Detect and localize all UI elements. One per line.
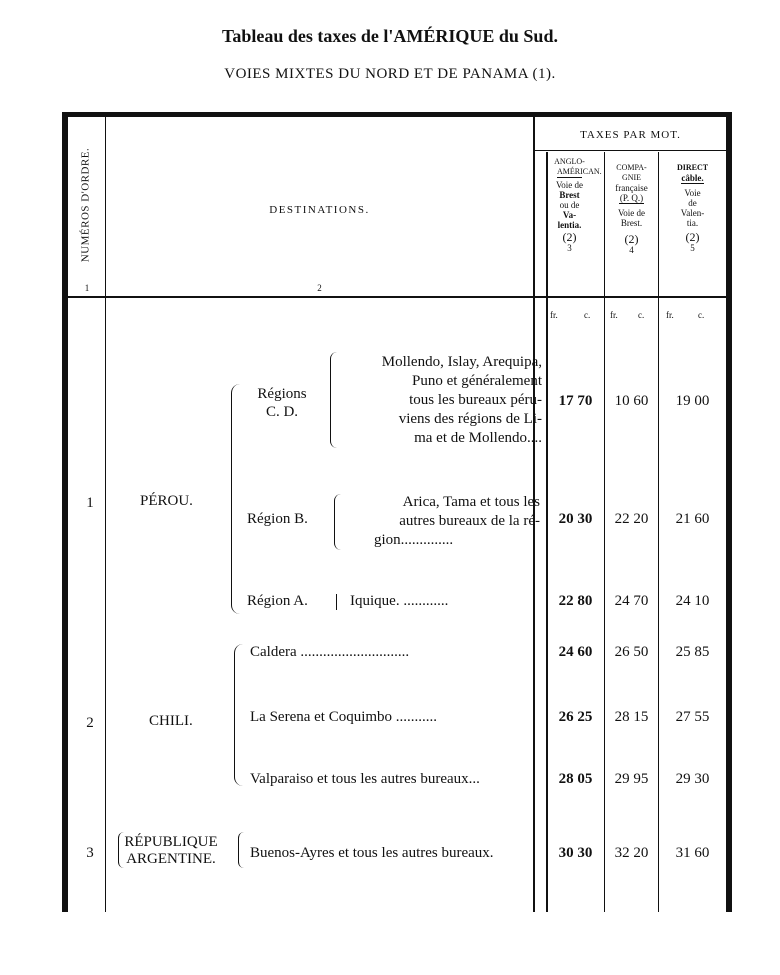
desc-line: autres bureaux de la ré- [399,513,540,529]
tax-direct-cable: 24 10 [675,593,710,609]
col3-number: 3 [567,243,572,253]
tax-anglo-american: 24 60 [558,644,593,660]
desc-line: Arica, Tama et tous les [402,494,540,510]
col5-line3: Voie [684,188,701,198]
col3-line7: lentia. [557,220,582,230]
tax-direct-cable: 27 55 [675,709,710,725]
tax-direct-cable: 25 85 [675,644,710,660]
tax-direct-cable: 31 60 [675,845,710,861]
region-description [342,493,540,550]
row-number: 2 [86,715,94,731]
col3-line4: Brest [559,190,580,200]
col5-line1: DIRECT [676,163,709,172]
desc-line: ma et de Mollendo.... [414,430,542,446]
col3-line6: Va- [562,210,577,220]
col4-line4: (P. Q.) [619,193,644,203]
tax-compagnie-francaise: 26 50 [614,644,649,660]
region-label: Région A. [247,593,308,609]
col3-line1: ANGLO- [554,157,585,166]
col3-line2: AMÉRICAN. [557,167,602,176]
region-label-line: C. D. [265,404,299,420]
col4-line5: Voie de [617,208,646,218]
row-number: 1 [86,495,94,511]
page-title: Tableau des taxes de l'AMÉRIQUE du Sud. [222,26,558,46]
brace [238,832,244,868]
col-destinations-number: 2 [317,283,322,293]
col5-note: (2) [685,230,700,244]
col3-note: (2) [562,230,577,244]
col-destinations-header: DESTINATIONS. [269,204,370,216]
tax-anglo-american: 17 70 [558,393,593,409]
col5-line4: de [688,198,697,208]
desc-line: viens des régions de Li- [398,411,542,427]
row-number: 3 [86,845,94,861]
region-description [338,353,542,448]
col5-number: 5 [690,243,695,253]
destination-label: Buenos-Ayres et tous les autres bureaux. [250,845,494,861]
col-direct-cable-header [659,163,726,253]
destination-label: Caldera ............................. [250,644,410,660]
tax-compagnie-francaise: 24 70 [614,593,649,609]
col4-note: (2) [624,232,639,246]
brace [231,384,240,614]
region-label: Région B. [247,511,308,527]
tax-compagnie-francaise: 29 95 [614,771,649,787]
destination-label: La Serena et Coquimbo ........... [250,709,438,725]
region-label-line: Régions [257,386,307,402]
col5-line6: tia. [686,218,699,228]
tax-direct-cable: 19 00 [675,393,710,409]
tax-anglo-american: 26 25 [558,709,593,725]
col5-line2: câble. [681,173,704,183]
unit-fr: fr. [666,310,674,320]
brace [330,352,337,448]
desc-line: Mollendo, Islay, Arequipa, [381,354,542,370]
destination-label: Valparaiso et tous les autres bureaux... [250,771,480,787]
tax-anglo-american: 30 30 [558,845,593,861]
page-subtitle: VOIES MIXTES DU NORD ET DE PANAMA (1). [224,66,556,82]
desc-line: Puno et généralement [412,373,542,389]
tax-compagnie-francaise: 32 20 [614,845,649,861]
col5-line5: Valen- [680,208,705,218]
taxes-header: TAXES PAR MOT. [580,129,681,141]
tax-compagnie-francaise: 22 20 [614,511,649,527]
country-name-line: RÉPUBLIQUE [124,834,218,850]
unit-c: c. [638,310,645,320]
col3-line3: Voie de [555,180,584,190]
col4-line1: COMPA- [616,163,647,172]
tax-compagnie-francaise: 10 60 [614,393,649,409]
tax-anglo-american: 20 30 [558,511,593,527]
unit-c: c. [698,310,705,320]
brace [334,494,341,550]
tax-compagnie-francaise: 28 15 [614,709,649,725]
col-ordre-header: NUMÉROS D'ORDRE. [79,147,92,263]
tax-anglo-american: 28 05 [558,771,593,787]
unit-fr: fr. [610,310,618,320]
col4-line6: Brest. [620,218,643,228]
brace [118,832,124,868]
desc-line: tous les bureaux péru- [409,392,542,408]
brace [234,644,243,786]
brace [336,594,337,610]
tax-anglo-american: 22 80 [558,593,593,609]
col3-line5: ou de [559,200,580,210]
region-description: Iquique. ............ [350,593,449,609]
unit-fr: fr. [550,310,558,320]
country-name [108,834,234,868]
desc-line: gion.............. [374,532,454,548]
col4-number: 4 [629,245,634,255]
country-name-line: ARGENTINE. [126,851,216,867]
tax-direct-cable: 29 30 [675,771,710,787]
country-name: CHILI. [149,713,193,729]
col-ordre-number: 1 [84,283,90,293]
region-label [247,385,317,421]
unit-c: c. [584,310,591,320]
country-name: PÉROU. [140,493,193,509]
tax-direct-cable: 21 60 [675,511,710,527]
col4-line3: française [615,183,648,193]
col-compagnie-francaise-header [605,163,658,255]
col4-line2: GNIE [621,173,642,182]
col-anglo-american-header [535,157,604,253]
